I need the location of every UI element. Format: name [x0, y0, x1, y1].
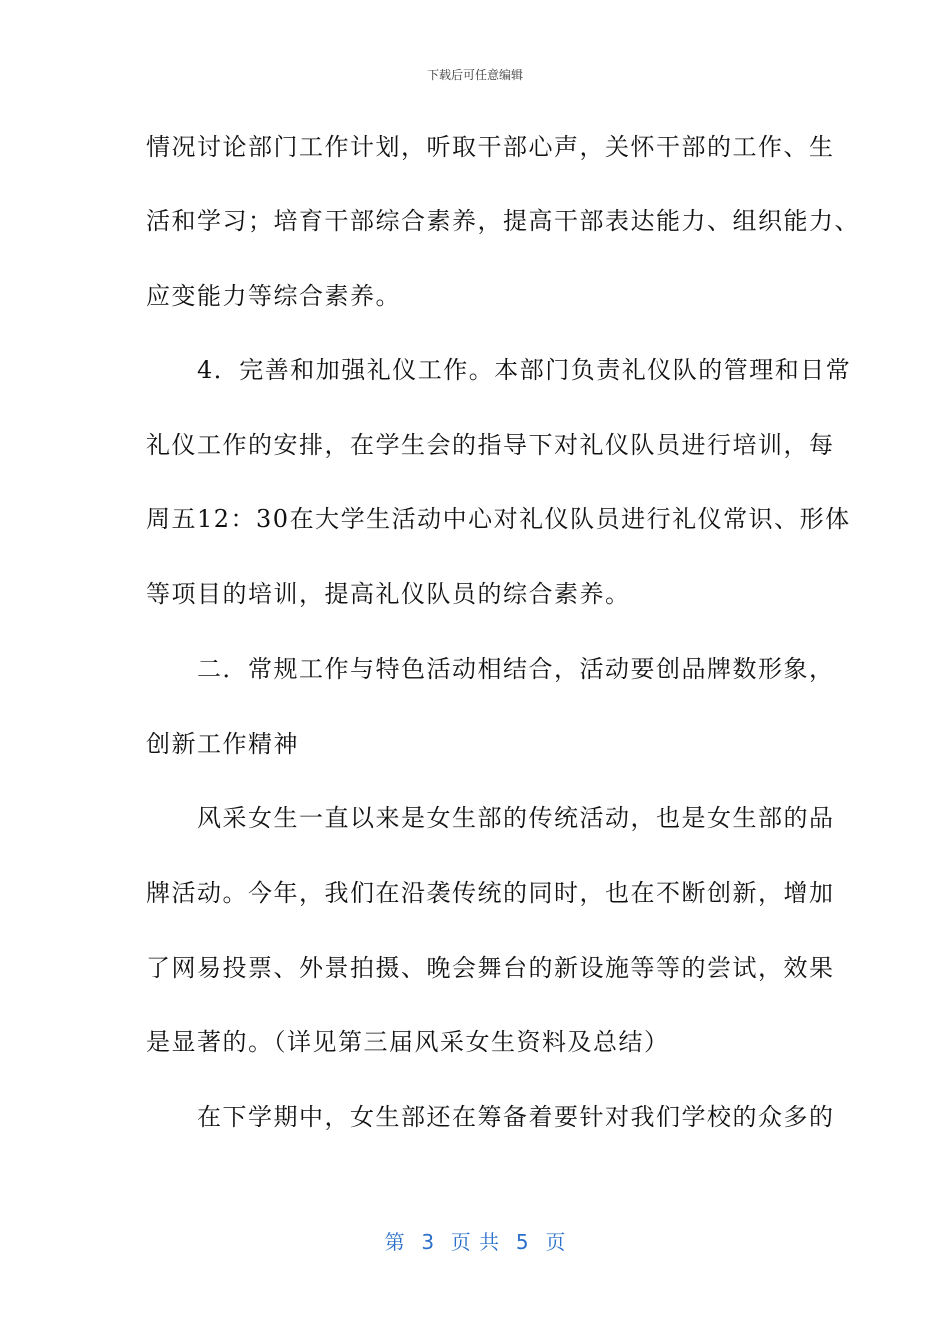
- body-text-line: 情况讨论部门工作计划，听取干部心声，关怀干部的工作、生: [146, 133, 835, 161]
- body-text-line: 是显著的。（详见第三届风采女生资料及总结）: [146, 1028, 670, 1056]
- body-text-line: 等项目的培训，提高礼仪队员的综合素养。: [146, 580, 631, 608]
- body-text-line: 周五12：30在大学生活动中心对礼仪队员进行礼仪常识、形体: [146, 505, 851, 533]
- body-text-line: 牌活动。今年，我们在沿袭传统的同时，也在不断创新，增加: [146, 879, 835, 907]
- body-text-line: 在下学期中，女生部还在筹备着要针对我们学校的众多的: [146, 1103, 835, 1131]
- body-text-line: 活和学习；培育干部综合素养，提高干部表达能力、组织能力、: [146, 207, 860, 235]
- page-number: 第 3 页 共 5 页: [384, 1230, 566, 1254]
- body-text-line: 4．完善和加强礼仪工作。本部门负责礼仪队的管理和日常: [146, 356, 852, 384]
- body-text-line: 礼仪工作的安排，在学生会的指导下对礼仪队员进行培训，每: [146, 431, 835, 459]
- body-text-line: 风采女生一直以来是女生部的传统活动，也是女生部的品: [146, 804, 835, 832]
- body-text-line: 了网易投票、外景拍摄、晚会舞台的新设施等等的尝试，效果: [146, 954, 835, 982]
- body-text-line: 应变能力等综合素养。: [146, 282, 401, 310]
- body-text-line: 创新工作精神: [146, 730, 299, 758]
- body-text-line: 二．常规工作与特色活动相结合，活动要创品牌数形象，: [146, 655, 835, 683]
- header-note: 下载后可任意编辑: [426, 68, 523, 82]
